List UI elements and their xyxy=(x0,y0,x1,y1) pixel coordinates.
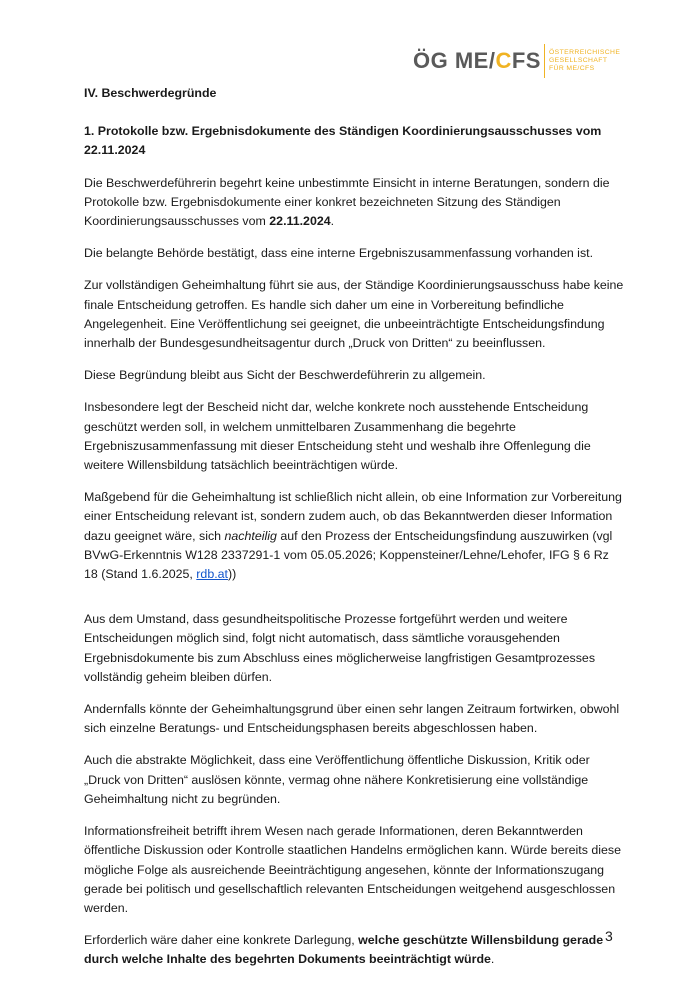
logo-text: ÖSTERREICHISCHE GESELLSCHAFT FÜR ME/CFS xyxy=(548,49,621,72)
paragraph-11: Erforderlich wäre daher eine konkrete Darlegung, welche geschützte Willensbildung gerade durch welche Inhalte des begehrten Dokuments beeinträchtigt würde. xyxy=(84,933,604,967)
paragraph-5: Insbesondere legt der Bescheid nicht dar, welche konkrete noch ausstehende Entscheidung geschützt werden soll, in welchem unmittelbaren Zusammenhang die begehrte Ergebniszusammenfassung mit dieser Entscheidung steht und weshalb ihre Offenlegung die weitere Willensbildung tatsächlich beeinträchtigen würde. xyxy=(84,400,591,473)
document-body xyxy=(84,84,624,983)
section-heading: IV. Beschwerdegründe xyxy=(84,86,217,100)
paragraph-8: Andernfalls könnte der Geheimhaltungsgrund über einen sehr langen Zeitraum fortwirken, obwohl sich einzelne Beratungs- und Entscheidungsphasen bereits abgeschlossen haben. xyxy=(84,702,620,736)
paragraph-4: Diese Begründung bleibt aus Sicht der Beschwerdeführerin zu allgemein. xyxy=(84,368,486,383)
paragraph-6: Maßgebend für die Geheimhaltung ist schließlich nicht allein, ob eine Information zur Vorbereitung einer Entscheidung relevant ist, sondern zudem auch, ob das Bekanntwerden dieser Information dazu geeignet wäre, sich nachteilig auf den Prozess der Entscheidungsfindung auszuwirken (vgl BVwG-Erkenntnis W128 2337291-1 vom 05.05.2026; Koppensteiner/Lehne/Lehofer, IFG § 6 Rz 18 (Stand 1.6.2025, rdb.at)) xyxy=(84,490,622,582)
paragraph-2: Die belangte Behörde bestätigt, dass eine interne Ergebniszusammenfassung vorhanden ist. xyxy=(84,246,594,261)
subheading: 1. Protokolle bzw. Ergebnisdokumente des Ständigen Koordinierungsausschusses vom 22.11.2024 xyxy=(84,124,602,158)
organization-logo xyxy=(413,44,620,78)
paragraph-10: Informationsfreiheit betrifft ihrem Wesen nach gerade Informationen, deren Bekanntwerden öffentliche Diskussion oder Kontrolle staatlichen Handelns ermöglichen kann. Würde bereits diese mögliche Folge als ausreichende Beeinträchtigung angesehen, könnte der Informationszugang gerade bei politisch und gesellschaftlich relevanten Entscheidungen weitgehend ausgeschlossen werden. xyxy=(84,824,621,915)
logo-accent-letter: C xyxy=(495,48,512,73)
paragraph-1: Die Beschwerdeführerin begehrt keine unbestimmte Einsicht in interne Beratungen, sondern die Protokolle bzw. Ergebnisdokumente einer konkret bezeichneten Sitzung des Ständigen Koordinierungsausschusses vom 22.11.2024. xyxy=(84,175,610,229)
paragraph-3: Zur vollständigen Geheimhaltung führt sie aus, der Ständige Koordinierungsausschuss habe keine finale Entscheidung getroffen. Es handle sich daher um eine in Vorbereitung befindliche Angelegenheit. Eine Veröffentlichung sei geeignet, die unbeeinträchtigte Entscheidungsfindung innerhalb der Bundesgesundheitsagentur durch „Druck von Dritten“ zu beeinflussen. xyxy=(84,278,624,351)
logo-divider xyxy=(544,44,545,78)
rdb-link[interactable]: rdb.at xyxy=(196,567,228,582)
logo-mark: ÖG ME/CFS xyxy=(413,48,541,73)
page-number: 3 xyxy=(605,928,613,944)
paragraph-7: Aus dem Umstand, dass gesundheitspolitische Prozesse fortgeführt werden und weitere Entscheidungen möglich sind, folgt nicht automatisch, dass sämtliche vorausgehenden Ergebnisdokumente bis zum Abschluss eines möglicherweise langfristigen Gesamtprozesses vollständig geheim bleiben dürfen. xyxy=(84,612,596,684)
paragraph-9: Auch die abstrakte Möglichkeit, dass eine Veröffentlichung öffentliche Diskussion, Kritik oder „Druck von Dritten“ auslösen könnte, vermag ohne nähere Konkretisierung eine vollständige Geheimhaltung nicht zu begründen. xyxy=(84,753,590,806)
